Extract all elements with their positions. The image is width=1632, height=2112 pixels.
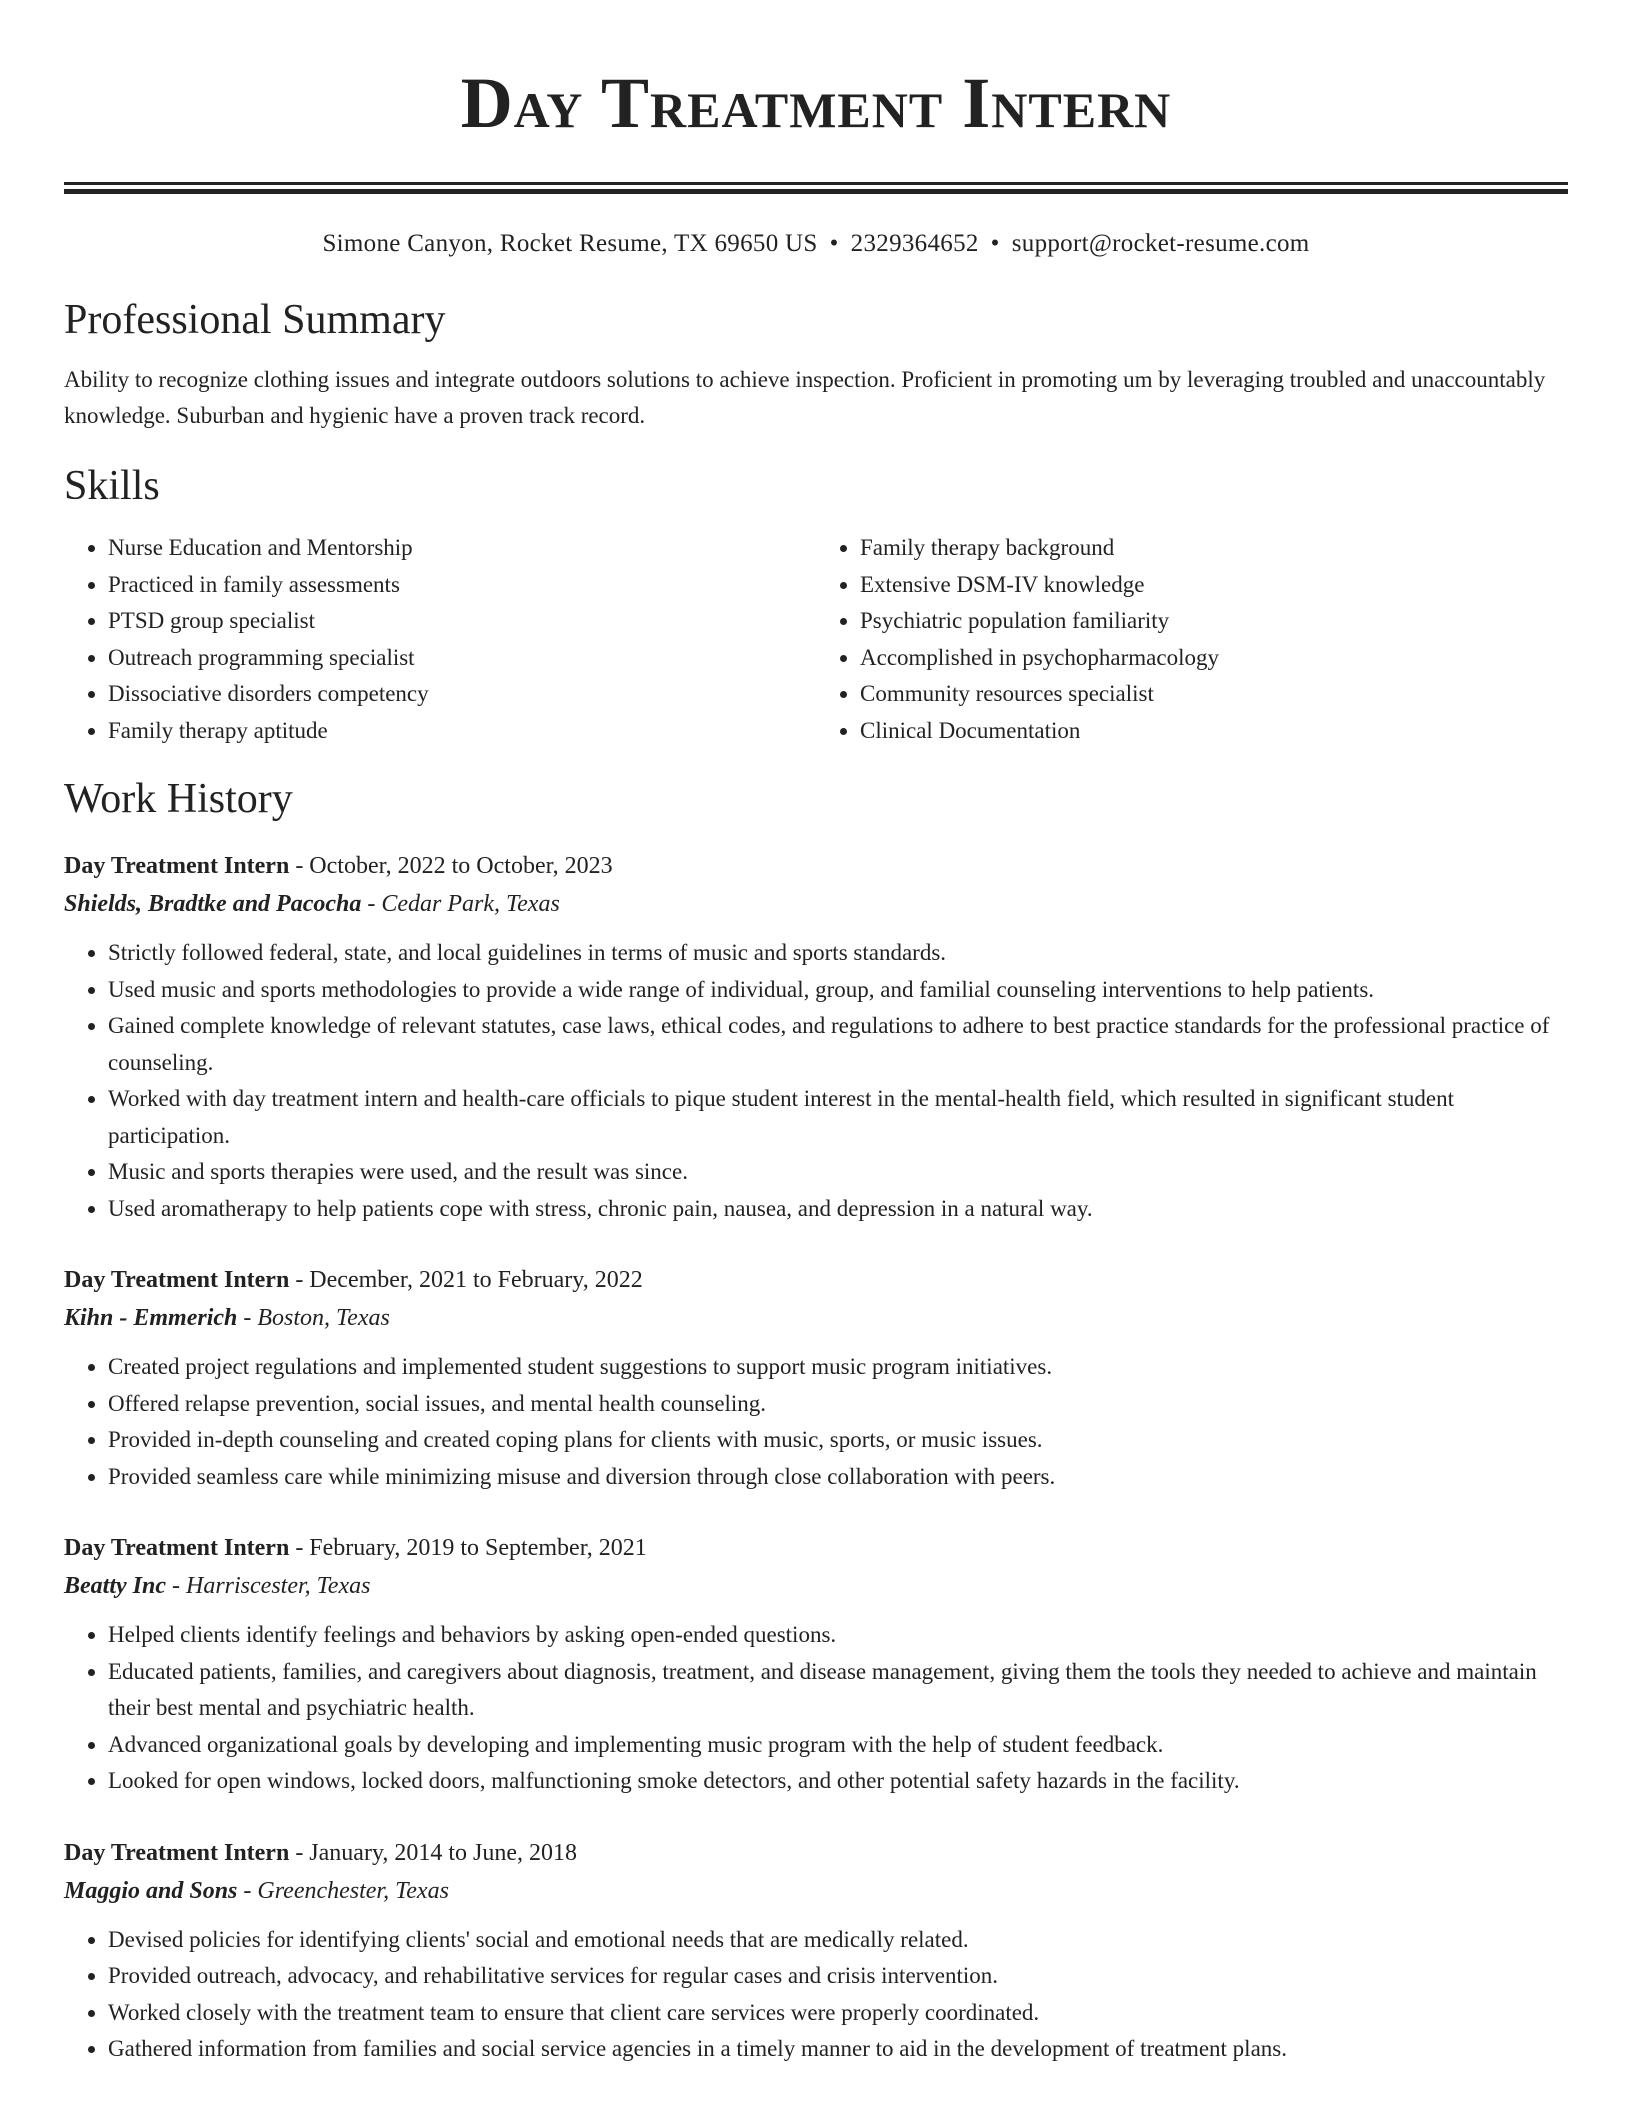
job-bullet: • Worked with day treatment intern and health-care officials to pique student interest in the mental-health field, which resulted in significant student participation. bbox=[108, 1081, 1568, 1154]
job-bullet: • Provided outreach, advocacy, and rehabilitative services for regular cases and crisis intervention. bbox=[108, 1958, 1568, 1995]
job-company: Maggio and Sons bbox=[64, 1877, 238, 1904]
skill-item: • Family therapy aptitude bbox=[108, 713, 816, 750]
contact-separator: • bbox=[990, 230, 1000, 257]
skill-item: • PTSD group specialist bbox=[108, 603, 816, 640]
summary-heading: Professional Summary bbox=[64, 297, 446, 343]
contact-phone: 2329364652 bbox=[850, 230, 979, 257]
job-location: - Boston, Texas bbox=[237, 1305, 390, 1331]
job-bullet: • Advanced organizational goals by developing and implementing music program with the help of student feedback. bbox=[108, 1727, 1568, 1764]
job-location: - Harriscester, Texas bbox=[166, 1573, 371, 1599]
job-bullet: • Gained complete knowledge of relevant statutes, case laws, ethical codes, and regulations to adhere to best practice standards for the professional practice of counseling. bbox=[108, 1008, 1568, 1081]
skill-item: • Extensive DSM-IV knowledge bbox=[860, 567, 1568, 604]
summary-text: Ability to recognize clothing issues and integrate outdoors solutions to achieve inspection. Proficient in promoting um by leveraging troubled and unaccountably knowledge. Suburban and hygienic have a proven track record. bbox=[64, 367, 1546, 428]
job-title-line bbox=[64, 1529, 1568, 1567]
job-company-line bbox=[64, 885, 1568, 923]
job-dates: - February, 2019 to September, 2021 bbox=[289, 1535, 647, 1561]
job-bullet: • Music and sports therapies were used, and the result was since. bbox=[108, 1154, 1568, 1191]
job-bullet: • Strictly followed federal, state, and local guidelines in terms of music and sports standards. bbox=[108, 935, 1568, 972]
job-bullets bbox=[64, 1349, 1568, 1495]
title-divider bbox=[64, 182, 1568, 194]
job-dates: - October, 2022 to October, 2023 bbox=[289, 853, 613, 879]
job-title-line bbox=[64, 1834, 1568, 1872]
skill-item: • Clinical Documentation bbox=[860, 713, 1568, 750]
job-location: - Cedar Park, Texas bbox=[361, 891, 560, 917]
skill-item: • Psychiatric population familiarity bbox=[860, 603, 1568, 640]
job-bullet: • Used music and sports methodologies to provide a wide range of individual, group, and familial counseling interventions to help patients. bbox=[108, 972, 1568, 1009]
work-history-heading: Work History bbox=[64, 776, 293, 822]
job-bullet: • Provided in-depth counseling and created coping plans for clients with music, sports, or music issues. bbox=[108, 1422, 1568, 1459]
contact-line bbox=[64, 228, 1568, 260]
job-bullet: • Provided seamless care while minimizing misuse and diversion through close collaboration with peers. bbox=[108, 1459, 1568, 1496]
job-company-line bbox=[64, 1567, 1568, 1605]
job-dates: - January, 2014 to June, 2018 bbox=[289, 1839, 578, 1866]
job-company: Beatty Inc bbox=[64, 1573, 166, 1599]
job-bullet: • Looked for open windows, locked doors, malfunctioning smoke detectors, and other potential safety hazards in the facility. bbox=[108, 1763, 1568, 1800]
job-entry bbox=[64, 1261, 1568, 1495]
skills-column-right bbox=[816, 530, 1568, 749]
job-bullet: • Created project regulations and implemented student suggestions to support music program initiatives. bbox=[108, 1349, 1568, 1386]
job-bullet: • Devised policies for identifying clients' social and emotional needs that are medically related. bbox=[108, 1922, 1568, 1959]
job-location: - Greenchester, Texas bbox=[237, 1877, 449, 1904]
job-bullet: • Gathered information from families and social service agencies in a timely manner to aid in the development of treatment plans. bbox=[108, 2031, 1568, 2068]
skills-heading: Skills bbox=[64, 463, 160, 509]
job-company-line bbox=[64, 1872, 1568, 1910]
skill-item: • Family therapy background bbox=[860, 530, 1568, 567]
skills-grid bbox=[64, 530, 1568, 749]
job-company: Shields, Bradtke and Pacocha bbox=[64, 891, 362, 917]
job-entry bbox=[64, 847, 1568, 1227]
job-bullets bbox=[64, 1617, 1568, 1800]
job-bullets bbox=[64, 935, 1568, 1227]
job-bullet: • Worked closely with the treatment team to ensure that client care services were properly coordinated. bbox=[108, 1995, 1568, 2032]
resume-title: Day Treatment Intern bbox=[460, 63, 1172, 143]
contact-address: Simone Canyon, Rocket Resume, TX 69650 US bbox=[322, 230, 818, 257]
job-bullet: • Offered relapse prevention, social issues, and mental health counseling. bbox=[108, 1386, 1568, 1423]
skill-item: • Outreach programming specialist bbox=[108, 640, 816, 677]
job-bullet: • Educated patients, families, and caregivers about diagnosis, treatment, and disease management, giving them the tools they needed to achieve and maintain their best mental and psychiatric health. bbox=[108, 1654, 1568, 1727]
contact-email: support@rocket-resume.com bbox=[1011, 230, 1310, 257]
skill-item: • Nurse Education and Mentorship bbox=[108, 530, 816, 567]
job-role: Day Treatment Intern bbox=[64, 1267, 290, 1293]
job-company: Kihn - Emmerich bbox=[64, 1305, 238, 1331]
skills-column-left bbox=[64, 530, 816, 749]
job-role: Day Treatment Intern bbox=[64, 853, 290, 879]
job-bullet: • Used aromatherapy to help patients cope with stress, chronic pain, nausea, and depression in a natural way. bbox=[108, 1191, 1568, 1228]
skill-item: • Dissociative disorders competency bbox=[108, 676, 816, 713]
job-title-line bbox=[64, 1261, 1568, 1299]
job-entry bbox=[64, 1834, 1568, 2068]
job-role: Day Treatment Intern bbox=[64, 1535, 290, 1561]
job-title-line bbox=[64, 847, 1568, 885]
contact-separator: • bbox=[829, 230, 839, 257]
job-bullets bbox=[64, 1922, 1568, 2068]
skill-item: • Community resources specialist bbox=[860, 676, 1568, 713]
job-role: Day Treatment Intern bbox=[64, 1839, 290, 1866]
skill-item: • Accomplished in psychopharmacology bbox=[860, 640, 1568, 677]
job-dates: - December, 2021 to February, 2022 bbox=[289, 1267, 643, 1293]
job-entry bbox=[64, 1529, 1568, 1800]
skill-item: • Practiced in family assessments bbox=[108, 567, 816, 604]
job-bullet: • Helped clients identify feelings and behaviors by asking open-ended questions. bbox=[108, 1617, 1568, 1654]
job-company-line bbox=[64, 1299, 1568, 1337]
